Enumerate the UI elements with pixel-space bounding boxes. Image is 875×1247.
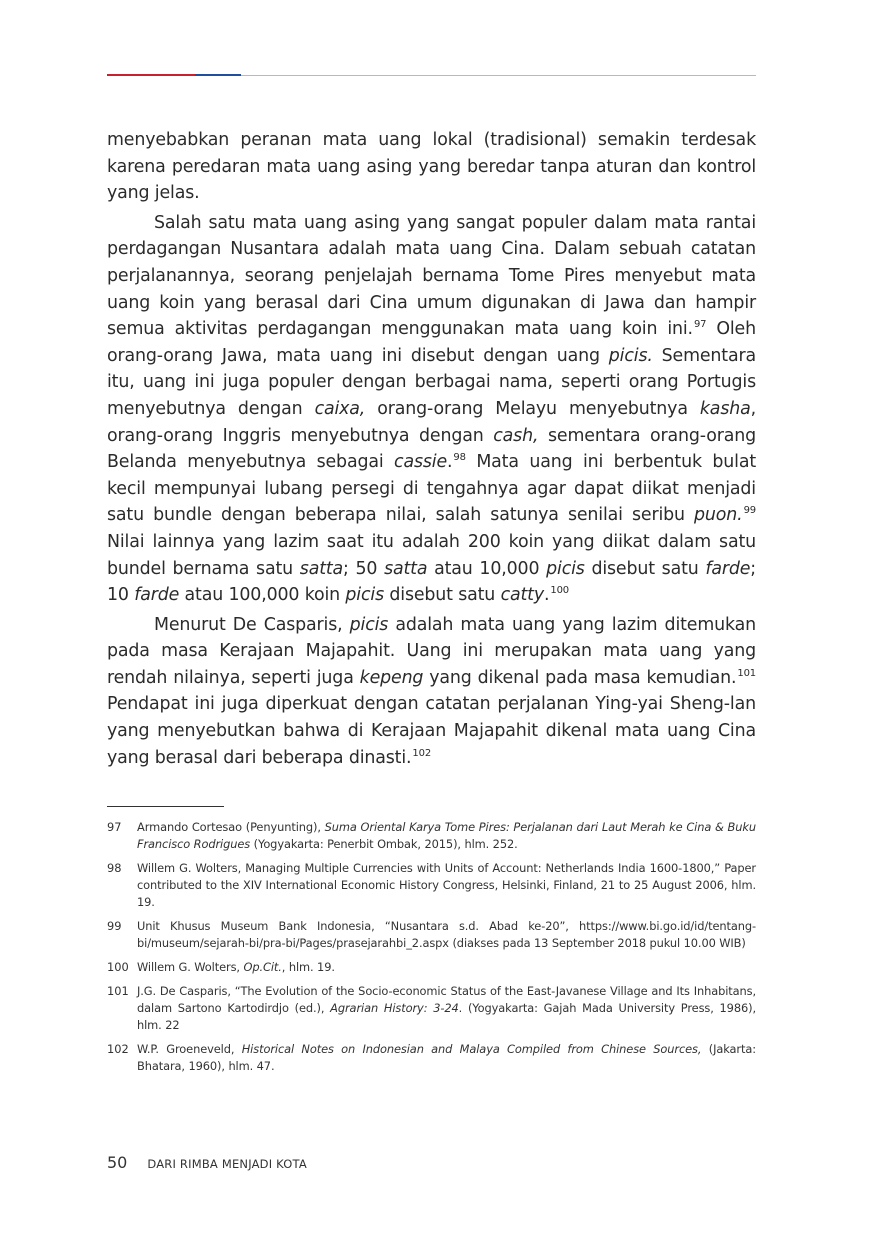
paragraph-2 (107, 210, 756, 609)
footnote-text (137, 1041, 756, 1075)
footnote-text (137, 959, 756, 976)
footnote-97 (107, 819, 756, 853)
italic-term: farde (705, 558, 751, 579)
footnote-text (137, 819, 756, 853)
footnote-title: Agrarian History: 3-24 (330, 1001, 459, 1015)
p2-text: orang-orang Melayu menyebutnya (365, 398, 700, 419)
p2-text: . (447, 452, 453, 473)
paragraph-3 (107, 612, 756, 772)
footnote-text-part: , hlm. 19. (281, 960, 335, 974)
p2-text: ; 50 (343, 558, 385, 579)
italic-term: picis. (608, 345, 653, 366)
footnote-text-part: Willem G. Wolters, (137, 960, 244, 974)
p2-text: Salah satu mata uang asing yang sangat populer dalam mata rantai perdagangan Nusantara adalah mata uang Cina. Dalam sebuah catatan perjalanannya, seorang penjelajah bernama Tome Pires menyebut mata uang koin yang berasal dari Cina umum digunakan di Jawa dan hampir semua aktivitas perdagangan menggunakan mata uang koin ini. (107, 212, 756, 340)
italic-term: picis (345, 585, 384, 606)
p3-text: Pendapat ini juga diperkuat dengan catatan perjalanan Ying-yai Sheng-lan yang menyebutkan bahwa di Kerajaan Majapahit dikenal mata uang Cina yang berasal dari beberapa dinasti. (107, 694, 756, 768)
footnote-101 (107, 983, 756, 1034)
italic-term: satta (384, 558, 428, 579)
header-rule-red (107, 74, 195, 76)
footnote-separator (107, 806, 224, 807)
p2-text: Mata uang ini berbentuk bulat kecil mempunyai lubang persegi di tengahnya agar dapat diikat menjadi satu bundle dengan beberapa nilai, salah satunya senilai seribu (107, 452, 756, 526)
footnote-text (137, 983, 756, 1034)
footnote-text-part: . (Yogyakarta: Gajah Mada University Press, 1986), hlm. 22 (137, 1001, 756, 1032)
footnote-title: Historical Notes on Indonesian and Malaya Compiled from Chinese Sources, (241, 1042, 702, 1056)
italic-term: farde (134, 585, 180, 606)
footnote-text-part: J.G. De Casparis, “The Evolution of the Socio-economic Status of the East-Javanese Village and Its Inhabitans, dalam Sartono Kartodirdjo (ed.), (137, 984, 756, 1015)
footnote-number: 97 (107, 820, 122, 834)
footnote-ref-98[interactable]: 98 (453, 452, 466, 464)
footnote-ref-97[interactable]: 97 (693, 319, 707, 331)
p2-text: disebut satu (384, 585, 501, 606)
footnote-title: Suma Oriental Karya Tome Pires: Perjalanan dari Laut Merah ke Cina & Buku Francisco Rodrigues (137, 820, 756, 851)
header-rule-blue (195, 74, 241, 76)
p2-text: atau 100,000 koin (179, 585, 346, 606)
italic-term: picis (349, 614, 389, 635)
page-number: 50 (107, 1153, 128, 1172)
italic-term: satta (299, 558, 344, 579)
italic-term: kasha (699, 398, 751, 419)
p2-text: Oleh orang-orang Jawa, mata uang ini disebut dengan uang (107, 319, 756, 366)
body-text (107, 127, 756, 771)
footnote-102 (107, 1041, 756, 1075)
footnote-text: Willem G. Wolters, Managing Multiple Currencies with Units of Account: Netherlands India 1600-1800,” Paper contributed to the XIV International Economic History Congress, Helsinki, Finland, 21 to 25 August 2006, hlm. 19. (137, 861, 756, 909)
footnote-number: 99 (107, 919, 122, 933)
footnote-text: Unit Khusus Museum Bank Indonesia, “Nusantara s.d. Abad ke-20”, https://www.bi.go.id/id/tentang-bi/museum/sejarah-bi/pra-bi/Pages/prasejarahbi_2.aspx (diakses pada 13 September 2018 pukul 10.00 WIB) (137, 919, 756, 950)
footnote-number: 100 (107, 960, 129, 974)
italic-term: caixa, (314, 398, 366, 419)
footnote-number: 98 (107, 861, 122, 875)
header-rule-grey (241, 75, 756, 76)
footnote-ref-102[interactable]: 102 (412, 747, 432, 759)
footnote-ref-100[interactable]: 100 (550, 585, 569, 597)
footnote-98 (107, 860, 756, 911)
running-title: DARI RIMBA MENJADI KOTA (147, 1157, 307, 1171)
italic-term: kepeng (359, 667, 424, 688)
p2-text: atau 10,000 (427, 558, 547, 579)
footnote-text-part: (Yogyakarta: Penerbit Ombak, 2015), hlm. 252. (250, 837, 518, 851)
footnotes (107, 819, 756, 1082)
p2-text: . (543, 585, 550, 606)
p2-text: sementara orang-orang Belanda menyebutnya sebagai (107, 425, 756, 473)
footnote-99 (107, 918, 756, 952)
footnote-text-part: Armando Cortesao (Penyunting), (137, 820, 325, 834)
p2-text: ; 10 (107, 558, 757, 606)
footnote-number: 102 (107, 1042, 129, 1056)
footnote-text-part: (Jakarta: Bhatara, 1960), hlm. 47. (137, 1042, 756, 1073)
footnote-ref-99[interactable]: 99 (743, 505, 756, 517)
footnote-100 (107, 959, 756, 976)
p2-text: disebut satu (584, 558, 706, 579)
italic-term: puon. (694, 505, 743, 526)
italic-term: picis (546, 558, 585, 579)
italic-term: cash, (493, 425, 539, 446)
p3-text: Menurut De Casparis, (154, 614, 350, 635)
footnote-number: 101 (107, 984, 129, 998)
footnote-text-part: W.P. Groeneveld, (137, 1042, 242, 1056)
paragraph-1: menyebabkan peranan mata uang lokal (tradisional) semakin terdesak karena peredaran mata uang asing yang beredar tanpa aturan dan kontrol yang jelas. (107, 130, 756, 204)
p3-text: yang dikenal pada masa kemudian. (423, 667, 737, 688)
footnote-title: Op.Cit. (243, 960, 282, 974)
footnote-ref-101[interactable]: 101 (737, 667, 756, 679)
p2-text: Sementara itu, uang ini juga populer dengan berbagai nama, seperti orang Portugis menyebutnya dengan (107, 345, 756, 419)
italic-term: cassie (394, 452, 448, 473)
p2-text: Nilai lainnya yang lazim saat itu adalah 200 koin yang diikat dalam satu bundel bernama satu (107, 531, 756, 579)
italic-term: catty (500, 585, 544, 606)
p2-text: , orang-orang Inggris menyebutnya dengan (107, 398, 756, 446)
page-footer (107, 1153, 307, 1172)
p3-text: adalah mata uang yang lazim ditemukan pada masa Kerajaan Majapahit. Uang ini merupakan mata uang yang rendah nilainya, seperti juga (107, 614, 756, 688)
